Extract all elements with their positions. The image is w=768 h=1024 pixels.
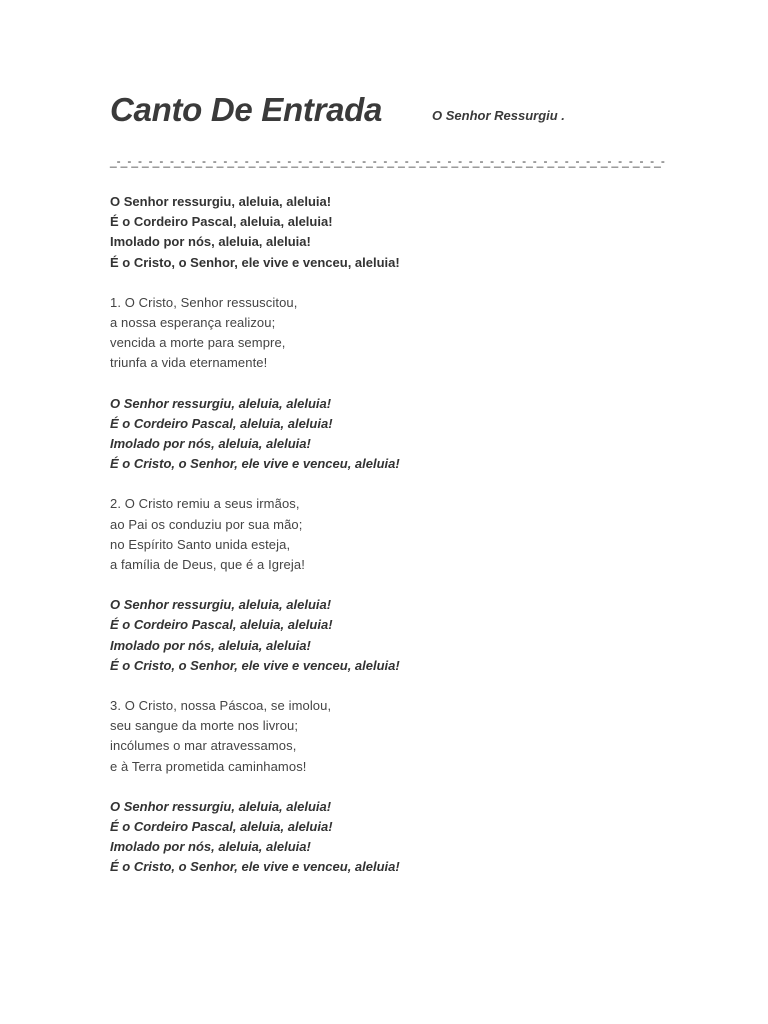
refrain-line: O Senhor ressurgiu, aleluia, aleluia! (110, 194, 332, 209)
refrain-line: É o Cordeiro Pascal, aleluia, aleluia! (110, 819, 333, 835)
verse-line: triunfa a vida eternamente! (110, 355, 268, 371)
verse-stanza (110, 696, 710, 777)
verse-line: e à Terra prometida caminhamos! (110, 758, 307, 774)
verse-stanza (110, 293, 710, 374)
refrain-line: Imolado por nós, aleluia, aleluia! (110, 637, 311, 653)
page-title: Canto De Entrada (110, 91, 383, 128)
refrain-line: Imolado por nós, aleluia, aleluia! (110, 436, 311, 452)
refrain-line: É o Cristo, o Senhor, ele vive e venceu, aleluia! (110, 254, 400, 270)
verse-line: ao Pai os conduziu por sua mão; (110, 516, 303, 532)
refrain-line: O Senhor ressurgiu, aleluia, aleluia! (110, 395, 332, 411)
verse-line: a nossa esperança realizou; (110, 315, 276, 331)
refrain-line: É o Cordeiro Pascal, aleluia, aleluia! (110, 415, 333, 431)
verse-line: 3. O Cristo, nossa Páscoa, se imolou, (110, 698, 332, 714)
document-page (110, 88, 710, 875)
song-subtitle: O Senhor Ressurgiu . (432, 108, 565, 123)
verse-line: incólumes o mar atravessamos, (110, 738, 297, 754)
refrain-stanza (110, 192, 710, 273)
refrain-line: É o Cordeiro Pascal, aleluia, aleluia! (110, 214, 333, 230)
refrain-stanza (110, 595, 710, 676)
verse-line: no Espírito Santo unida esteja, (110, 536, 291, 552)
refrain-line: O Senhor ressurgiu, aleluia, aleluia! (110, 597, 332, 613)
verse-stanza (110, 494, 710, 575)
refrain-stanza (110, 797, 710, 878)
refrain-line: É o Cristo, o Senhor, ele vive e venceu, aleluia! (110, 859, 400, 875)
song-lyrics (110, 192, 710, 898)
divider-line: _-_-_-_-_-_-_-_-_-_-_-_-_-_-_-_-_-_-_-_-_-_-_-_-_-_-_-_-_-_-_-_-_-_-_-_-_-_-_-_-_-_-_-_-_-_-_-_-_-_-_-_- (110, 154, 665, 168)
refrain-line: Imolado por nós, aleluia, aleluia! (110, 234, 311, 250)
verse-line: seu sangue da morte nos livrou; (110, 718, 299, 734)
verse-line: a família de Deus, que é a Igreja! (110, 557, 305, 573)
refrain-line: Imolado por nós, aleluia, aleluia! (110, 839, 311, 855)
refrain-line: É o Cordeiro Pascal, aleluia, aleluia! (110, 617, 333, 633)
document-header (110, 88, 710, 132)
verse-line: vencida a morte para sempre, (110, 335, 286, 351)
refrain-line: É o Cristo, o Senhor, ele vive e venceu, aleluia! (110, 657, 400, 673)
refrain-line: O Senhor ressurgiu, aleluia, aleluia! (110, 798, 332, 814)
refrain-line: É o Cristo, o Senhor, ele vive e venceu, aleluia! (110, 456, 400, 472)
verse-line: 2. O Cristo remiu a seus irmãos, (110, 496, 300, 512)
verse-line: 1. O Cristo, Senhor ressuscitou, (110, 294, 298, 310)
refrain-stanza (110, 394, 710, 475)
